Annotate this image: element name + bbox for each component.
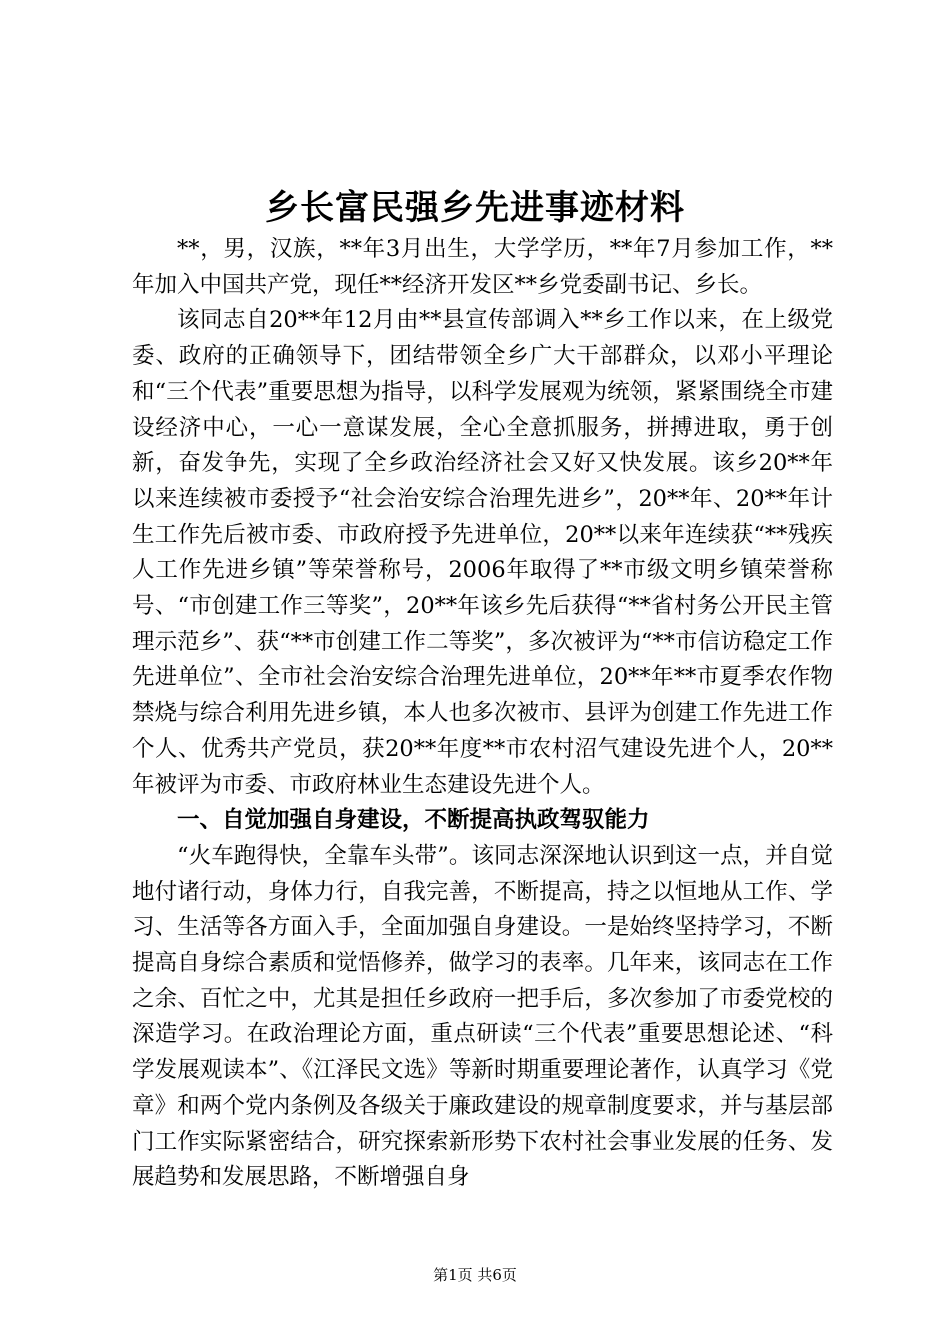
document-body: [132, 232, 833, 1196]
body-paragraph: **，男，汉族，**年3月出生，大学学历，**年7月参加工作，**年加入中国共产党，现任**经济开发区**乡党委副书记、乡长。: [132, 236, 833, 298]
page-number-footer: 第1页 共6页: [433, 1266, 517, 1284]
section-heading: 一、自觉加强自身建设，不断提高执政驾驭能力: [177, 807, 650, 834]
body-paragraph: “火车跑得快，全靠车头带”。该同志深深地认识到这一点，并自觉地付诸行动，身体力行，自我完善，不断提高，持之以恒地从工作、学习、生活等各方面入手，全面加强自身建设。一是始终坚持学习，不断提高自身综合素质和觉悟修养，做学习的表率。几年来，该同志在工作之余、百忙之中，尤其是担任乡政府一把手后，多次参加了市委党校的深造学习。在政治理论方面，重点研读“三个代表”重要思想论述、“科学发展观读本”、《江泽民文选》等新时期重要理论著作，认真学习《党章》和两个党内条例及各级关于廉政建设的规章制度要求，并与基层部门工作实际紧密结合，研究探索新形势下农村社会事业发展的任务、发展趋势和发展思路，不断增强自身: [132, 842, 833, 1191]
body-paragraph: 该同志自20**年12月由**县宣传部调入**乡工作以来，在上级党委、政府的正确领导下，团结带领全乡广大干部群众，以邓小平理论和“三个代表”重要思想为指导，以科学发展观为统领，紧紧围绕全市建设经济中心，一心一意谋发展，全心全意抓服务，拼搏进取，勇于创新，奋发争先，实现了全乡政治经济社会又好又快发展。该乡20**年以来连续被市委授予“社会治安综合治理先进乡”，20**年、20**年计生工作先后被市委、市政府授予先进单位，20**以来年连续获“**残疾人工作先进乡镇”等荣誉称号，2006年取得了**市级文明乡镇荣誉称号、“市创建工作三等奖”，20**年该乡先后获得“**省村务公开民主管理示范乡”、获“**市创建工作二等奖”，多次被评为“**市信访稳定工作先进单位”、全市社会治安综合治理先进单位，20**年**市夏季农作物禁烧与综合利用先进乡镇，本人也多次被市、县评为创建工作先进工作个人、优秀共产党员，获20**年度**市农村沼气建设先进个人，20**年被评为市委、市政府林业生态建设先进个人。: [132, 307, 833, 798]
document-title: 乡长富民强乡先进事迹材料: [265, 188, 685, 228]
